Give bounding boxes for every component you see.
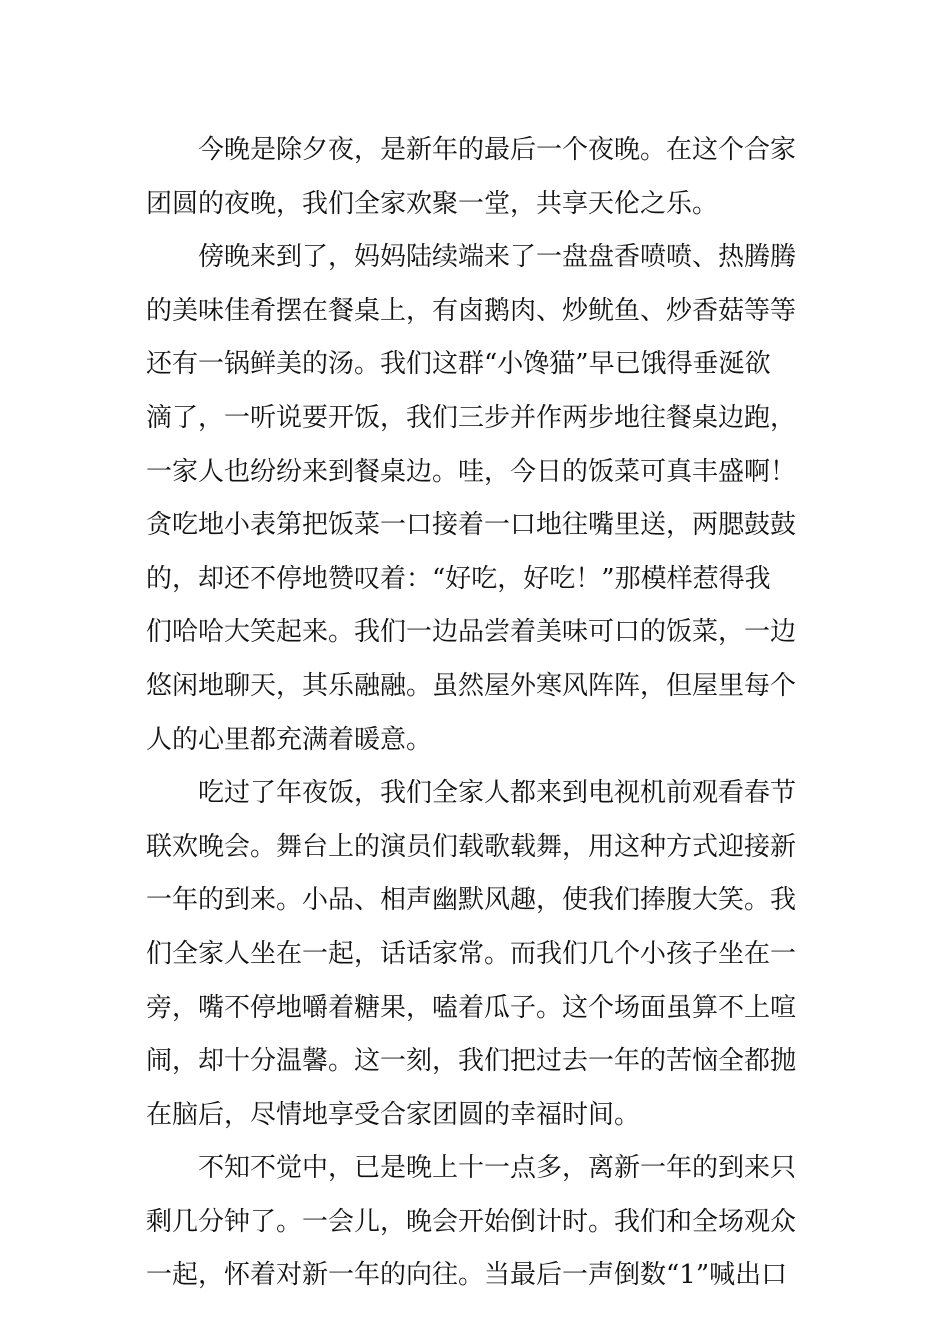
paragraph-2-line-2: 的美味佳肴摆在餐桌上，有卤鹅肉、炒鱿鱼、炒香菇等等 (146, 295, 797, 326)
paragraph-2-line-6: 贪吃地小表第把饭菜一口接着一口地往嘴里送，两腮鼓鼓 (146, 510, 797, 541)
paragraph-3-line-4: 们全家人坐在一起，话话家常。而我们几个小孩子坐在一 (146, 938, 797, 969)
paragraph-4-line-1: 不知不觉中，已是晚上十一点多，离新一年的到来只 (198, 1153, 797, 1184)
paragraph-3-line-2: 联欢晚会。舞台上的演员们载歌载舞，用这种方式迎接新 (146, 831, 797, 862)
essay-body (146, 124, 806, 1303)
paragraph-2-line-9: 悠闲地聊天，其乐融融。虽然屋外寒风阵阵，但屋里每个 (146, 670, 797, 701)
paragraph-1-line-1: 今晚是除夕夜，是新年的最后一个夜晚。在这个合家 (198, 135, 797, 165)
paragraph-3-line-5: 旁，嘴不停地嚼着糖果，嗑着瓜子。这个场面虽算不上喧 (146, 992, 797, 1023)
paragraph-1-line-2: 团圆的夜晚，我们全家欢聚一堂，共享天伦之乐。 (146, 188, 719, 219)
paragraph-2-line-1: 傍晚来到了，妈妈陆续端来了一盘盘香喷喷、热腾腾 (198, 242, 797, 273)
paragraph-2-line-3: 还有一锅鲜美的汤。我们这群“小馋猫”早已饿得垂涎欲 (146, 349, 771, 380)
paragraph-2-line-5: 一家人也纷纷来到餐桌边。哇，今日的饭菜可真丰盛啊！ (146, 456, 797, 487)
paragraph-4-line-3: 一起，怀着对新一年的向往。当最后一声倒数“1”喊出口 (146, 1260, 788, 1291)
paragraph-2-line-7: 的，却还不停地赞叹着：“好吃，好吃！”那模样惹得我 (146, 563, 771, 594)
paragraph-2-line-8: 们哈哈大笑起来。我们一边品尝着美味可口的饭菜，一边 (146, 617, 797, 648)
paragraph-3-line-6: 闹，却十分温馨。这一刻，我们把过去一年的苦恼全都抛 (146, 1046, 797, 1077)
paragraph-3-line-1: 吃过了年夜饭，我们全家人都来到电视机前观看春节 (198, 778, 797, 809)
paragraph-3-line-7: 在脑后，尽情地享受合家团圆的幸福时间。 (146, 1099, 641, 1130)
paragraph-4-line-2: 剩几分钟了。一会儿，晚会开始倒计时。我们和全场观众 (146, 1206, 797, 1237)
paragraph-3-line-3: 一年的到来。小品、相声幽默风趣，使我们捧腹大笑。我 (146, 885, 797, 916)
paragraph-2-line-4: 滴了，一听说要开饭，我们三步并作两步地往餐桌边跑， (146, 402, 797, 433)
paragraph-2-line-10: 人的心里都充满着暖意。 (146, 724, 433, 755)
